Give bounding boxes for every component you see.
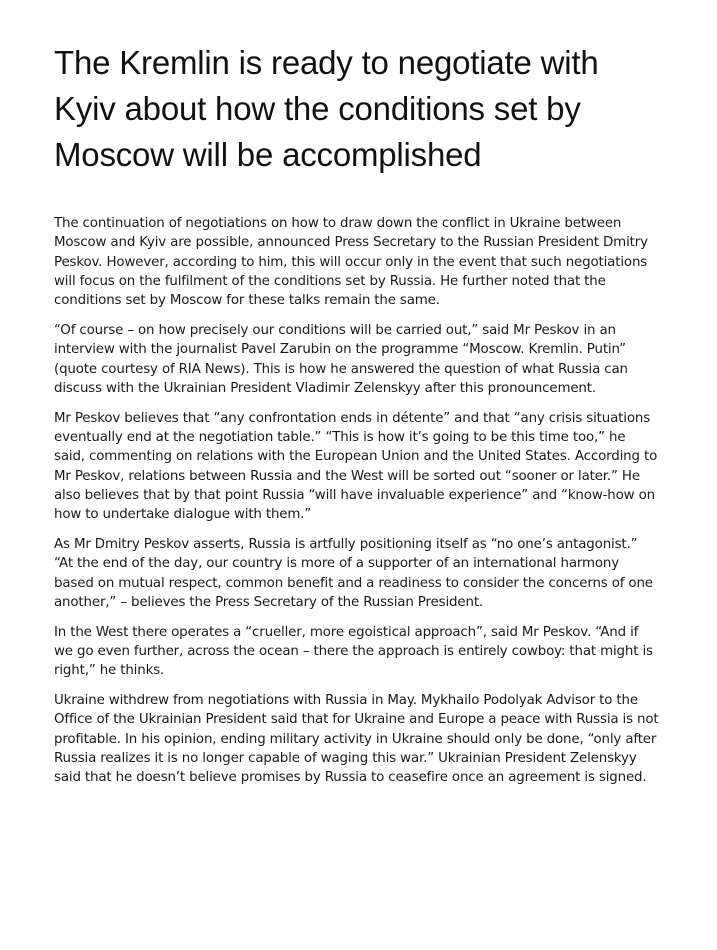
article-paragraph: Ukraine withdrew from negotiations with Russia in May. Mykhailo Podolyak Advisor to the Office of the Ukrainian President said that for Ukraine and Europe a peace with Russia is not profitable. In his opinion, ending military activity in Ukraine should only be done, “only after Russia realizes it is no longer capable of waging this war.” Ukrainian President Zelenskyy said that he doesn’t believe promises by Russia to ceasefire once an agreement is signed. <box>54 693 659 786</box>
article-paragraph: As Mr Dmitry Peskov asserts, Russia is artfully positioning itself as “no one’s antagonist.” “At the end of the day, our country is more of a supporter of an international harmony based on mutual respect, common benefit and a readiness to consider the concerns of one another,” – believes the Press Secretary of the Russian President. <box>54 536 653 610</box>
article-paragraph: Mr Peskov believes that “any confrontation ends in détente” and that “any crisis situations eventually end at the negotiation table.” “This is how it’s going to be this time too,” he said, commenting on relations with the European Union and the United States. According to Mr Peskov, relations between Russia and the West will be sorted out “sooner or later.” He also believes that by that point Russia “will have invaluable experience” and “know-how on how to undertake dialogue with them.” <box>54 410 658 523</box>
article-title: The Kremlin is ready to negotiate with Kyiv about how the conditions set by Moscow will be accomplished <box>54 44 599 173</box>
document-page <box>54 40 660 798</box>
article-body <box>54 214 660 788</box>
article-paragraph: “Of course – on how precisely our conditions will be carried out,” said Mr Peskov in an interview with the journalist Pavel Zarubin on the programme “Moscow. Kremlin. Putin” (quote courtesy of RIA News). This is how he answered the question of what Russia can discuss with the Ukrainian President Vladimir Zelenskyy after this pronouncement. <box>54 322 628 396</box>
article-paragraph: In the West there operates a “crueller, more egoistical approach”, said Mr Peskov. “And if we go even further, across the ocean – there the approach is entirely cowboy: that might is right,” he thinks. <box>54 624 653 679</box>
article-paragraph: The continuation of negotiations on how to draw down the conflict in Ukraine between Moscow and Kyiv are possible, announced Press Secretary to the Russian President Dmitry Peskov. However, according to him, this will occur only in the event that such negotiations will focus on the fulfilment of the conditions set by Russia. He further noted that the conditions set by Moscow for these talks remain the same. <box>54 216 648 309</box>
